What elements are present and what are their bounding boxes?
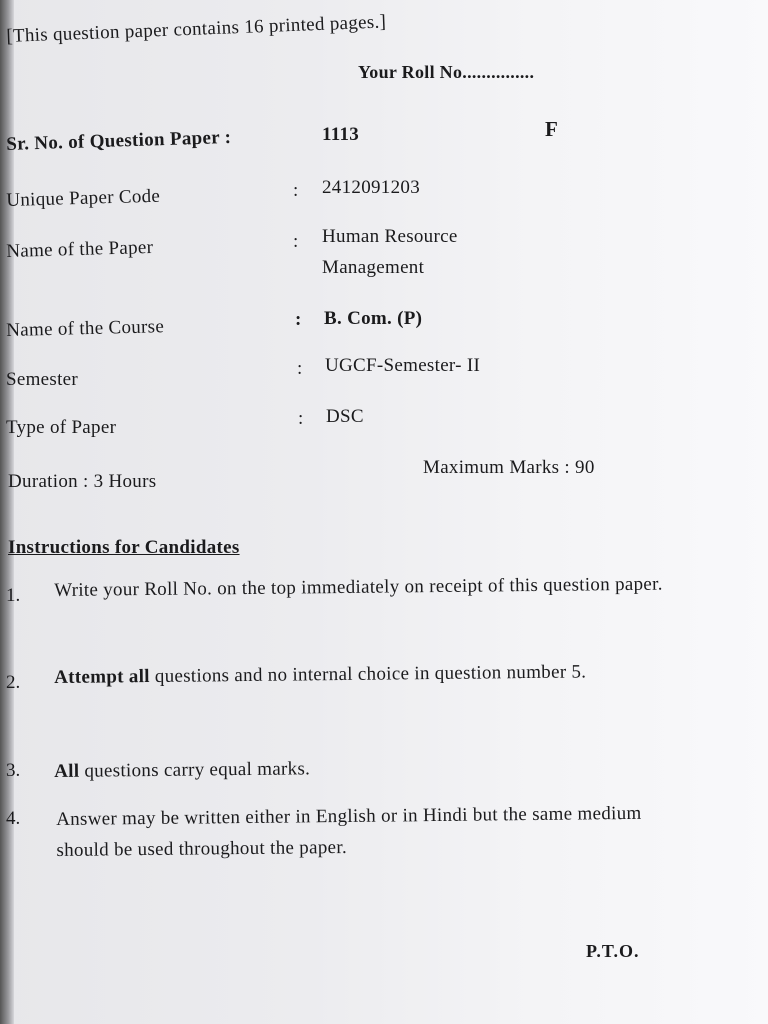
instruction-item: [54, 750, 664, 787]
colon: :: [297, 358, 303, 379]
pages-note: [This question paper contains 16 printed pages.]: [6, 11, 387, 47]
course-name-value: B. Com. (P): [324, 308, 423, 329]
item-number: 3.: [6, 760, 21, 781]
maximum-marks: Maximum Marks : 90: [423, 457, 595, 478]
unique-code-value: 2412091203: [322, 177, 420, 198]
sr-no-value: 1113: [322, 124, 360, 145]
instruction-bold: Attempt all: [54, 665, 150, 688]
instruction-text: Answer may be written either in English or in Hindi but the same medium should be used throughout the paper.: [56, 802, 642, 861]
item-number: 1.: [6, 585, 21, 606]
item-number: 2.: [6, 672, 21, 693]
instructions-title: Instructions for Candidates: [8, 537, 240, 558]
semester-label: Semester: [6, 369, 79, 390]
pto-label: P.T.O.: [586, 941, 640, 961]
semester-value: UGCF-Semester- II: [325, 355, 481, 376]
unique-code-label: Unique Paper Code: [6, 185, 161, 211]
paper-type-label: Type of Paper: [6, 417, 117, 438]
instruction-item: [56, 798, 667, 866]
colon: :: [298, 408, 304, 429]
paper-name-value-line2: Management: [322, 257, 425, 278]
instruction-text: questions carry equal marks.: [79, 758, 311, 782]
paper-set: F: [545, 117, 559, 141]
instruction-item: [54, 656, 664, 693]
paper-name-value: Human Resource: [322, 226, 458, 247]
course-name-label: Name of the Course: [6, 316, 165, 341]
colon: :: [295, 309, 302, 330]
sr-no-label: Sr. No. of Question Paper :: [6, 126, 232, 155]
instruction-text: Write your Roll No. on the top immediately on receipt of this question paper.: [54, 573, 663, 601]
paper-type-value: DSC: [326, 406, 364, 427]
item-number: 4.: [6, 808, 21, 829]
instruction-text: questions and no internal choice in question number 5.: [149, 661, 587, 687]
roll-number: Your Roll No...............: [358, 62, 535, 82]
duration: Duration : 3 Hours: [8, 471, 157, 492]
paper-name-label: Name of the Paper: [6, 236, 154, 262]
colon: :: [293, 180, 299, 201]
colon: :: [293, 231, 299, 252]
instruction-bold: All: [54, 760, 80, 782]
instruction-item: [54, 569, 664, 606]
